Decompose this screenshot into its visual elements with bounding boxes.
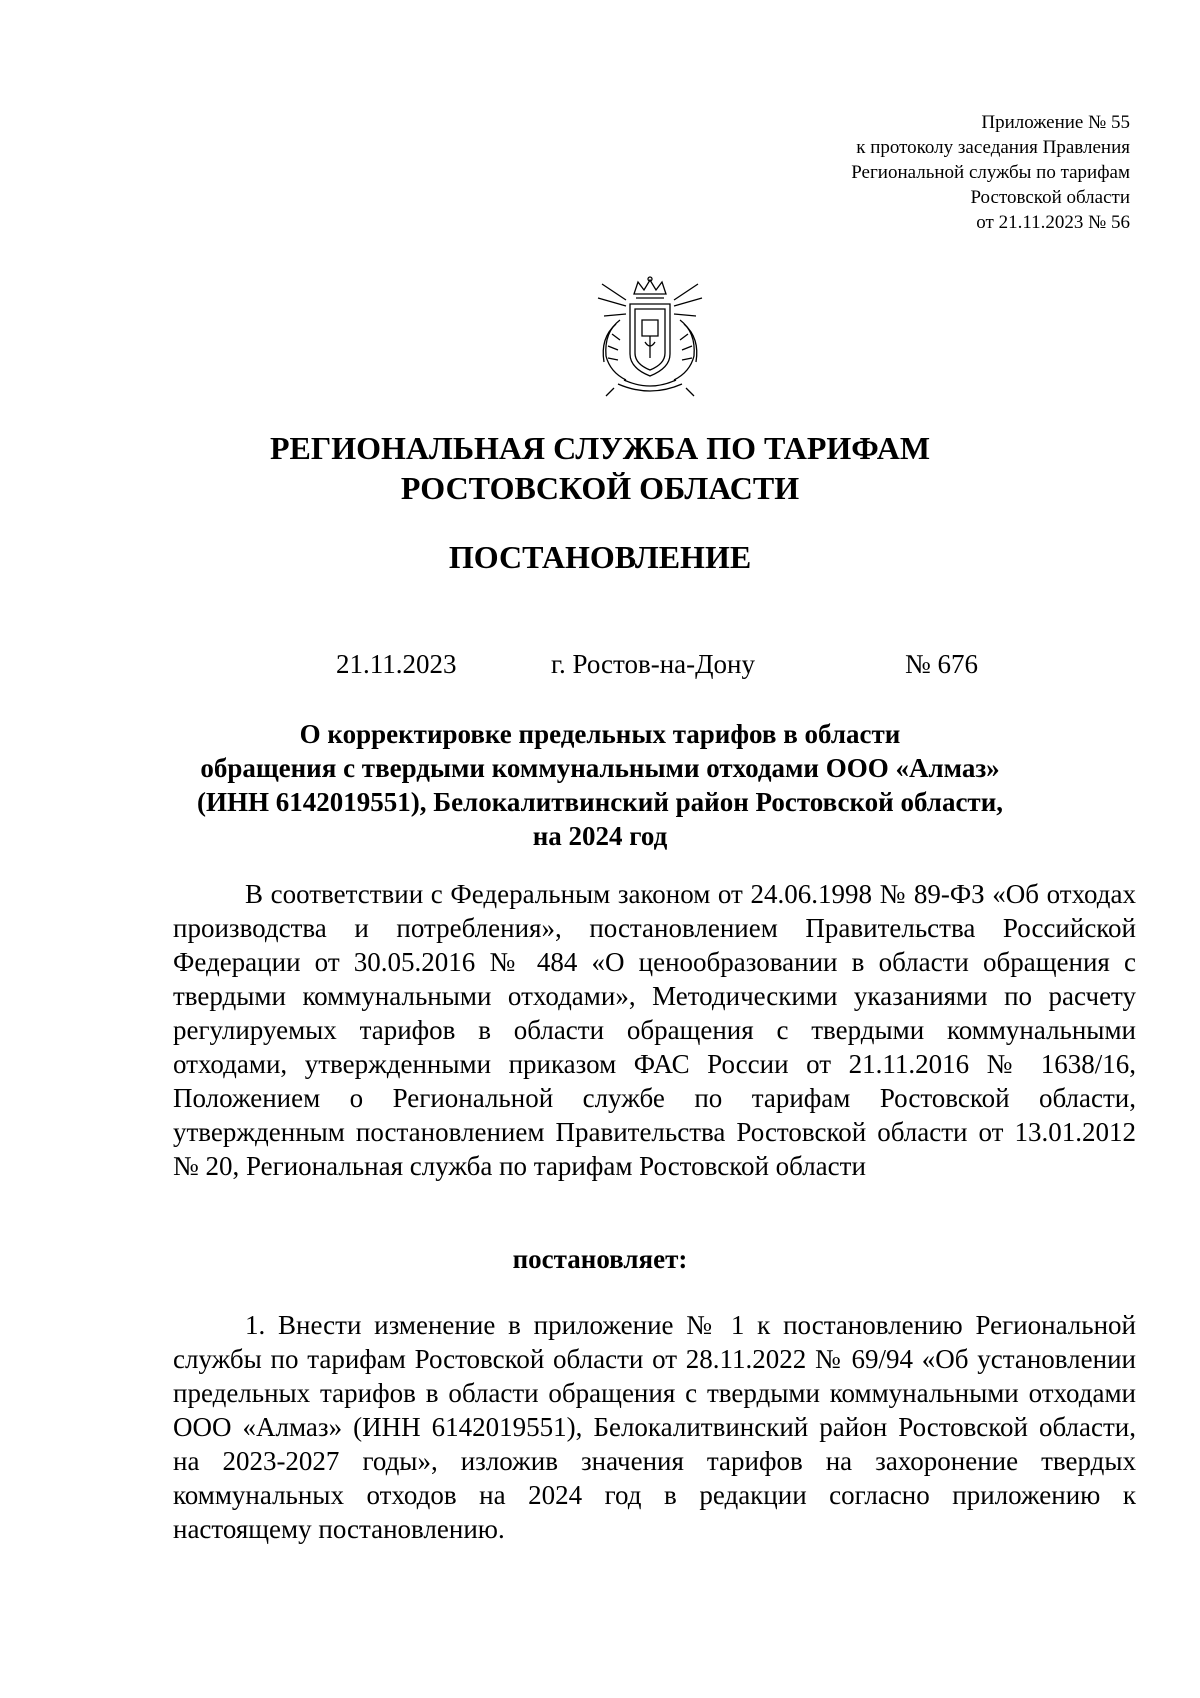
subject-line: О корректировке предельных тарифов в области — [299, 719, 901, 749]
clause-paragraph: 1. Внести изменение в приложение № 1 к постановлению Региональной службы по тарифам Ростовской области от 28.11.2022 № 69/94 «Об установлении предельных тарифов в области обращения с твердыми коммунальными отходами ООО «Алмаз» (ИНН 6142019551), Белокалитвинский район Ростовской области, на 2023-2027 годы», изложив значения тарифов на захоронение твердых коммунальных отходов на 2024 год в редакции согласно приложению к настоящему постановлению. — [173, 1310, 1136, 1544]
organization-title-line: РОСТОВСКОЙ ОБЛАСТИ — [400, 470, 800, 506]
appendix-line: Региональной службы по тарифам — [851, 162, 1130, 183]
subject-line: (ИНН 6142019551), Белокалитвинский район Ростовской области, — [196, 787, 1004, 817]
document-subject — [0, 717, 1200, 853]
subject-line: на 2024 год — [532, 821, 668, 851]
document-date: 21.11.2023 — [336, 649, 457, 679]
subject-line: обращения с твердыми коммунальными отходами ООО «Алмаз» — [200, 753, 1000, 783]
preamble-paragraph: В соответствии с Федеральным законом от 24.06.1998 № 89-ФЗ «Об отходах производства и потребления», постановлением Правительства Российской Федерации от 30.05.2016 № 484 «О ценообразовании в области обращения с твердыми коммунальными отходами», Методическими указаниями по расчету регулируемых тарифов в области обращения с твердыми коммунальными отходами, утвержденными приказом ФАС России от 21.11.2016 № 1638/16, Положением о Региональной службе по тарифам Ростовской области, утвержденным постановлением Правительства Ростовской области от 13.01.2012 № 20, Региональная служба по тарифам Ростовской области — [173, 879, 1136, 1181]
appendix-line: от 21.11.2023 № 56 — [976, 212, 1130, 233]
document-city: г. Ростов-на-Дону — [551, 649, 756, 679]
document-type: ПОСТАНОВЛЕНИЕ — [448, 539, 752, 575]
document-number: № 676 — [905, 649, 979, 679]
appendix-line: Ростовской области — [970, 187, 1130, 208]
appendix-line: Приложение № 55 — [981, 112, 1130, 133]
appendix-line: к протоколу заседания Правления — [856, 137, 1130, 158]
coat-of-arms-icon — [590, 276, 710, 400]
appendix-reference — [851, 110, 1130, 235]
organization-title-line: РЕГИОНАЛЬНАЯ СЛУЖБА ПО ТАРИФАМ — [269, 430, 931, 466]
organization-title — [0, 428, 1200, 508]
decides-heading: постановляет: — [512, 1244, 688, 1274]
